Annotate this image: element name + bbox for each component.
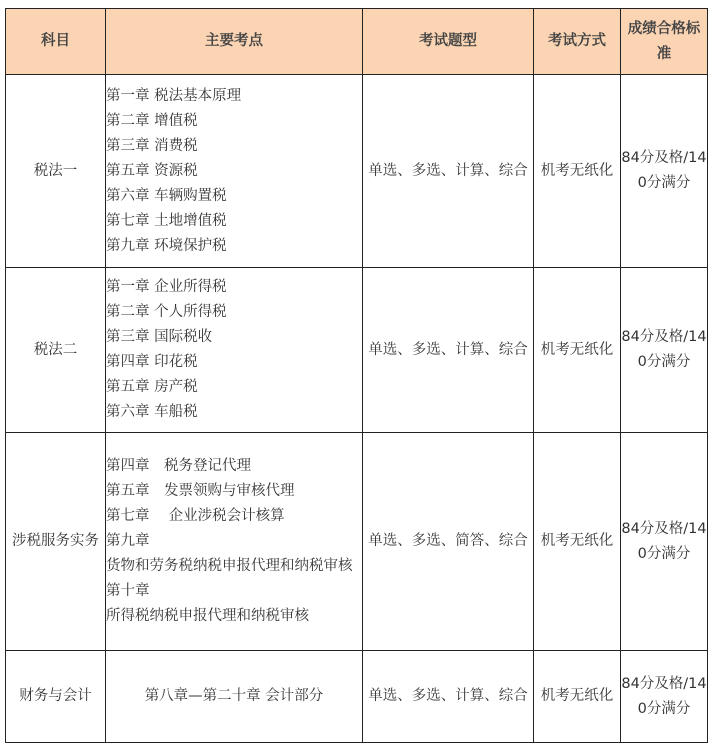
topic-item: 第五章 房产税 (106, 379, 198, 395)
topic-item: 第五章 发票领购与审核代理 (106, 483, 295, 499)
topics-cell (106, 433, 363, 651)
header-subject: 科目 (6, 9, 106, 75)
header-passing: 成绩合格标准 (621, 9, 708, 75)
table-row (6, 268, 708, 433)
topic-item: 第四章 税务登记代理 (106, 458, 251, 474)
topic-item: 第八章—第二十章 会计部分 (144, 688, 324, 704)
table-row (6, 651, 708, 743)
topic-item: 第七章 企业涉税会计核算 (106, 508, 285, 524)
question-types-cell: 单选、多选、简答、综合 (363, 433, 534, 651)
question-types-cell: 单选、多选、计算、综合 (363, 75, 534, 268)
topic-item: 第四章 印花税 (106, 354, 198, 370)
topic-item: 第九章 环境保护税 (106, 237, 227, 254)
header-method: 考试方式 (534, 9, 621, 75)
topic-item: 第六章 车船税 (106, 404, 198, 420)
passing-cell: 84分及格/140分满分 (621, 651, 708, 743)
topic-item: 第九章 (106, 533, 150, 549)
topic-item: 第七章 土地增值税 (106, 212, 227, 229)
passing-cell: 84分及格/140分满分 (621, 433, 708, 651)
topic-item: 第十章 (106, 583, 150, 599)
topic-item: 第五章 资源税 (106, 162, 198, 179)
table-row (6, 75, 708, 268)
method-cell: 机考无纸化 (534, 268, 621, 433)
exam-table (5, 8, 708, 743)
subject-cell: 税法一 (6, 75, 106, 268)
topics-cell (106, 75, 363, 268)
method-cell: 机考无纸化 (534, 433, 621, 651)
header-row (6, 9, 708, 75)
question-types-cell: 单选、多选、计算、综合 (363, 651, 534, 743)
topic-item: 货物和劳务税纳税申报代理和纳税审核 (106, 558, 353, 574)
topics-cell (106, 268, 363, 433)
subject-cell: 涉税服务实务 (6, 433, 106, 651)
header-question-types: 考试题型 (363, 9, 534, 75)
topic-item: 第二章 增值税 (106, 112, 198, 129)
passing-cell: 84分及格/140分满分 (621, 75, 708, 268)
topic-item: 第一章 税法基本原理 (106, 87, 242, 104)
topic-item: 第三章 国际税收 (106, 329, 213, 345)
topic-item: 第三章 消费税 (106, 137, 198, 154)
method-cell: 机考无纸化 (534, 75, 621, 268)
topic-item: 第一章 企业所得税 (106, 279, 227, 295)
topic-item: 第二章 个人所得税 (106, 304, 227, 320)
topic-item: 所得税纳税申报代理和纳税审核 (106, 608, 309, 624)
subject-cell: 税法二 (6, 268, 106, 433)
passing-cell: 84分及格/140分满分 (621, 268, 708, 433)
header-topics: 主要考点 (106, 9, 363, 75)
topics-cell (106, 651, 363, 743)
table-row (6, 433, 708, 651)
question-types-cell: 单选、多选、计算、综合 (363, 268, 534, 433)
subject-cell: 财务与会计 (6, 651, 106, 743)
method-cell: 机考无纸化 (534, 651, 621, 743)
topic-item: 第六章 车辆购置税 (106, 187, 227, 204)
